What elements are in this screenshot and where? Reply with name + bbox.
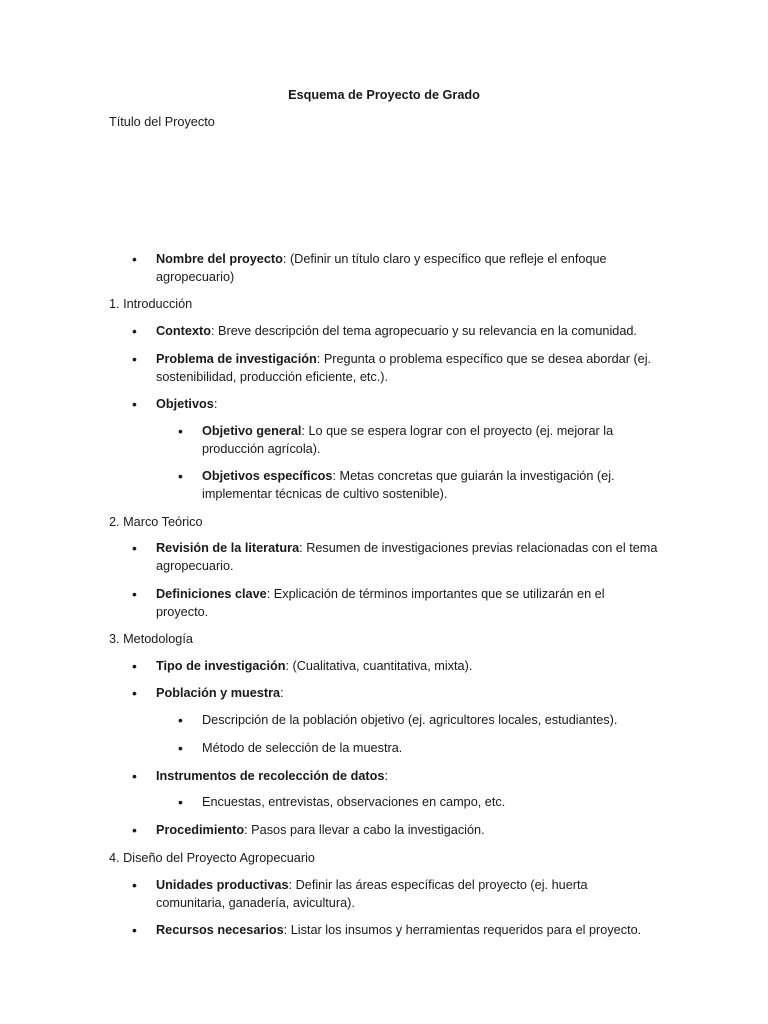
text-contexto: : Breve descripción del tema agropecuario y su relevancia en la comunidad. xyxy=(210,324,637,338)
list-item-definiciones xyxy=(132,585,676,621)
bullet: • xyxy=(132,768,137,784)
term-unidades: Unidades productivas xyxy=(156,878,289,892)
bullet: • xyxy=(178,740,183,756)
bullet: • xyxy=(132,351,137,367)
term-objetivos-especificos: Objetivos específicos xyxy=(202,469,333,483)
term-contexto: Contexto xyxy=(156,324,211,338)
section-heading-diseno: 4. Diseño del Proyecto Agropecuario xyxy=(109,851,315,865)
text-definiciones: : Explicación de términos importantes que se utilizarán en el xyxy=(266,587,605,601)
text-unidades-cont: comunitaria, ganadería, avicultura). xyxy=(156,896,355,910)
bullet: • xyxy=(178,794,183,810)
list-item-objetivos-especificos xyxy=(178,467,642,503)
text-objetivos-especificos-cont: implementar técnicas de cultivo sostenible). xyxy=(202,487,448,501)
text-revision: : Resumen de investigaciones previas relacionadas con el tema xyxy=(299,541,658,555)
text-problema-cont: sostenibilidad, producción eficiente, etc.). xyxy=(156,370,389,384)
term-procedimiento: Procedimiento xyxy=(156,823,245,837)
term-problema: Problema de investigación xyxy=(156,352,317,366)
term-poblacion: Población y muestra xyxy=(156,686,281,700)
list-item-objetivo-general xyxy=(178,422,642,458)
list-item-nombre xyxy=(132,250,676,286)
text-poblacion-descripcion: Descripción de la población objetivo (ej. agricultores locales, estudiantes). xyxy=(202,713,618,727)
bullet: • xyxy=(132,658,137,674)
text-objetivo-general-cont: producción agrícola). xyxy=(202,442,321,456)
term-nombre: Nombre del proyecto xyxy=(156,252,283,266)
list-item-poblacion xyxy=(132,684,676,702)
term-instrumentos: Instrumentos de recolección de datos xyxy=(156,769,385,783)
list-item-poblacion-metodo xyxy=(178,739,642,757)
bullet: • xyxy=(132,540,137,556)
text-poblacion-metodo: Método de selección de la muestra. xyxy=(202,741,403,755)
text-objetivo-general: : Lo que se espera lograr con el proyecto (ej. mejorar la xyxy=(301,424,614,438)
document-title: Esquema de Proyecto de Grado xyxy=(288,88,480,102)
term-revision: Revisión de la literatura xyxy=(156,541,300,555)
list-item-poblacion-descripcion xyxy=(178,711,682,729)
text-instrumentos-encuestas: Encuestas, entrevistas, observaciones en campo, etc. xyxy=(202,795,506,809)
text-problema: : Pregunta o problema específico que se desea abordar (ej. xyxy=(316,352,652,366)
section-heading-metodologia: 3. Metodología xyxy=(109,632,193,646)
bullet: • xyxy=(132,685,137,701)
list-item-instrumentos xyxy=(132,767,676,785)
list-item-recursos xyxy=(132,921,676,939)
text-objetivos: : xyxy=(213,397,218,411)
term-tipo: Tipo de investigación xyxy=(156,659,286,673)
term-objetivos: Objetivos xyxy=(156,397,214,411)
bullet: • xyxy=(132,586,137,602)
bullet: • xyxy=(178,712,183,728)
list-item-problema xyxy=(132,350,676,386)
section-heading-marco-teorico: 2. Marco Teórico xyxy=(109,515,203,529)
list-item-procedimiento xyxy=(132,821,676,839)
text-poblacion: : xyxy=(280,686,284,700)
bullet: • xyxy=(132,822,137,838)
text-unidades: : Definir las áreas específicas del proyecto (ej. huerta xyxy=(288,878,588,892)
list-item-unidades xyxy=(132,876,676,912)
term-objetivo-general: Objetivo general xyxy=(202,424,302,438)
bullet: • xyxy=(178,468,183,484)
bullet: • xyxy=(178,423,183,439)
text-nombre: : (Definir un título claro y específico que refleje el enfoque xyxy=(282,252,607,266)
list-item-revision xyxy=(132,539,676,575)
term-recursos: Recursos necesarios xyxy=(156,923,284,937)
text-objetivos-especificos: : Metas concretas que guiarán la investigación (ej. xyxy=(332,469,615,483)
bullet: • xyxy=(132,396,137,412)
term-definiciones: Definiciones clave xyxy=(156,587,267,601)
text-nombre-cont: agropecuario) xyxy=(156,270,235,284)
bullet: • xyxy=(132,877,137,893)
list-item-tipo xyxy=(132,657,676,675)
text-instrumentos: : xyxy=(384,769,388,783)
text-revision-cont: agropecuario. xyxy=(156,559,234,573)
text-definiciones-cont: proyecto. xyxy=(156,605,209,619)
list-item-instrumentos-encuestas xyxy=(178,793,642,811)
section-heading-introduccion: 1. Introducción xyxy=(109,297,193,311)
bullet: • xyxy=(132,922,137,938)
text-procedimiento: : Pasos para llevar a cabo la investigación. xyxy=(244,823,485,837)
text-recursos: : Listar los insumos y herramientas requeridos para el proyecto. xyxy=(283,923,642,937)
list-item-objetivos xyxy=(132,395,676,413)
project-title-label: Título del Proyecto xyxy=(109,115,215,129)
text-tipo: : (Cualitativa, cuantitativa, mixta). xyxy=(285,659,473,673)
bullet: • xyxy=(132,251,137,267)
bullet: • xyxy=(132,323,137,339)
list-item-contexto xyxy=(132,322,676,340)
